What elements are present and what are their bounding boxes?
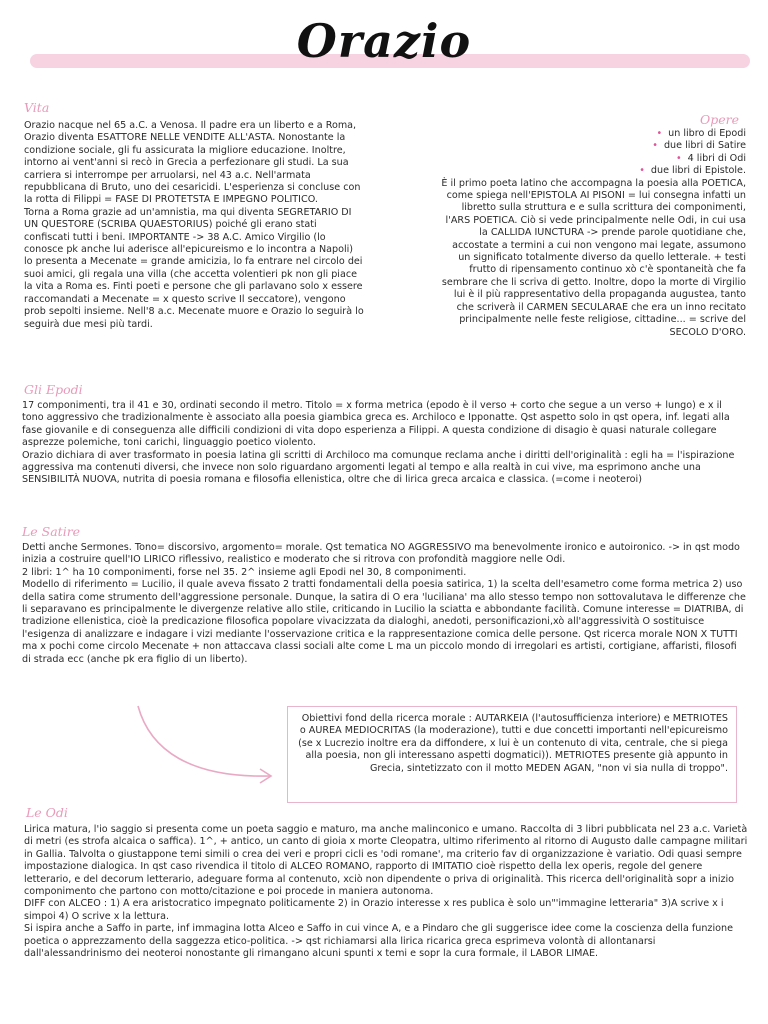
opere-list: [440, 128, 746, 178]
heading-opere: Opere: [700, 112, 740, 127]
opere-text: È il primo poeta latino che accompagna la poesia alla POETICA, come spiega nell'EPISTOLA AI PISONI = lui consegna infatti un libretto sulla struttura e e sulla scrittura dei componimenti, l'ARS POETICA. Ciò si vede principalmente nelle Odi, in cui usa la CALLIDA IUNCTURA -> prende parole quotidiane che, accostate a termini a cui non vengono mai legate, assumono un significato totalmente diverso da quello letterale. + testi frutto di ripensamento continuo xò c'è spontaneità che fa sembrare che li scriva di getto. Inoltre, dopo la morte di Virgilio lui è il più rappresentativo della propaganda augustea, tanto che scriverà il CARMEN SECULARAE che era un inno recitato principalmente nelle feste religiose, cittadine... = scrive del SECOLO D'ORO.: [441, 177, 746, 338]
vita-paragraph-2: Torna a Roma grazie ad un'amnistia, ma qui diventa SEGRETARIO DI UN QUESTORE (SCRIBA QUAESTORIUS) poiché gli erano stati confiscati tutti i beni. IMPORTANTE -> 38 A.C. Amico Virgilio (lo conosce pk anche lui aderisce all'epicureismo e lo incontra a Napoli) lo presenta a Mecenate = grande amicizia, lo fa entrare nel circolo dei suoi amici, gli regala una villa (che accetta volentieri pk non gli piace la vita a Roma es. Finti poeti e persone che gli parlavano solo x essere raccomandati a Mecenate = x questo scrive Il seccatore), vengono prob sepolti insieme. Nell'8 a.c. Mecenate muore e Orazio lo seguirà lo seguirà due mesi più tardi.: [24, 206, 364, 330]
curved-arrow-icon: [130, 700, 280, 790]
opere-section: [440, 128, 746, 339]
vita-paragraph-1: Orazio nacque nel 65 a.C. a Venosa. Il padre era un liberto e a Roma, Orazio diventa ESATTORE NELLE VENDITE ALL'ASTA. Nonostante la condizione sociale, gli fu assicurata la migliore educazione. Inoltre, intorno ai vent'anni si recò in Grecia a perfezionare gli studi. La sua carriera si interrompe per arruolarsi, nel 43 a.c. Nell'armata repubblicana di Bruto, uno dei cesaricidi. L'esperienza si concluse con la rotta di Filippi = FASE DI PROTETSTA E IMPEGNO POLITICO.: [24, 120, 361, 206]
odi-paragraph-2: DIFF con ALCEO : 1) A era aristocratico impegnato politicamente 2) in Orazio interesse x res publica è solo un"'immagine letteraria" 3)A scrive x i simpoi 4) O scrive x la lettura.: [24, 898, 724, 922]
satire-section: [22, 542, 746, 666]
heading-satire: Le Satire: [22, 524, 81, 539]
heading-vita: Vita: [24, 100, 50, 115]
heading-odi: Le Odi: [26, 805, 68, 820]
heading-epodi: Gli Epodi: [24, 382, 83, 397]
satire-paragraph-1: Detti anche Sermones. Tono= discorsivo, argomento= morale. Qst tematica NO AGGRESSIVO ma benevolmente ironico e autoironico. -> in qst modo inizia a costruire quell'IO LIRICO riflessivo, realistico e moderato che si ritrova con profondità maggiore nelle Odi.: [22, 542, 740, 566]
odi-paragraph-3: Si ispira anche a Saffo in parte, inf immagina lotta Alceo e Saffo in cui vince A, e a Pindaro che gli suggerisce idee come la coscienza della funzione poetica o apprezzamento della saggezza etico-politica. -> qst richiamarsi alla lirica ricarica greca esprimeva volontà di allontanarsi dall'alessandrinismo dei neoteroi nonostante gli rimangano alcuni spunti x temi e sopr la cura formale, il LABOR LIMAE.: [24, 923, 733, 960]
opere-item-satire: • due libri di Satire: [440, 140, 746, 152]
odi-paragraph-1: Lirica matura, l'io saggio si presenta come un poeta saggio e maturo, ma anche malinconico e umano. Raccolta di 3 libri pubblicata nel 23 a.c. Varietà di metri (es strofa alcaica o saffica). 1^, + antico, un canto di gioia x morte Cleopatra, ultimo riferimento al ritorno di Augusto dalle campagne militari in Gallia. Talvolta o giustappone temi simili o crea dei veri e propri cicli es 'odi romane', ma criterio fav di organizzazione è variatio. Odi quasi sempre impostazione dialogica. In qst caso rivendica il titolo di ALCEO ROMANO, rapporto di IMITATIO cioè rispetto della lex operis, regole del genere letterario, e del decorum letterario, adeguare forma al contenuto, xciò non dipendente o priva di originalità. This ricerca dell'originalità sopr a inizio componimento che partono con motto/citazione e poi procede in maniera autonoma.: [24, 824, 748, 898]
epodi-paragraph-1: 17 componimenti, tra il 41 e 30, ordinati secondo il metro. Titolo = x forma metrica (epodo è il verso + corto che segue a un verso + lungo) e x il tono aggressivo che tradizionalmente è associato alla poesia giambica greca es. Archiloco e Ipponatte. Qst aspetto solo in qst opera, inf. legati alla fase giovanile e di conseguenza alle difficili condizioni di vita dopo esperienza a Filippi. A questa condizione di disagio è quasi naturale collegare asprezze polemiche, toni carichi, linguaggio poetico violento.: [22, 400, 730, 449]
epodi-paragraph-2: Orazio dichiara di aver trasformato in poesia latina gli scritti di Archiloco ma comunque reclama anche i diritti dell'originalità : egli ha = l'ispirazione aggressiva ma contenuti diversi, che invece non solo riguardano argomenti legati al tempo e alla realtà in cui vive, ma esprimono anche una SENSIBILITÀ NUOVA, nutrita di poesia romana e filosofia ellenistica, oltre che di lirica greca arcaica e classica. (=come i neoteroi): [22, 449, 735, 486]
opere-item-epodi: • un libro di Epodi: [440, 128, 746, 140]
epodi-section: [22, 400, 746, 487]
opere-item-epistole: • due libri di Epistole.: [440, 165, 746, 177]
obiettivi-box: [287, 706, 737, 803]
satire-paragraph-3: Modello di riferimento = Lucilio, il quale aveva fissato 2 tratti fondamentali della poesia satirica, 1) la scelta dell'esametro come forma metrica 2) uso della satira come strumento dell'aggressione personale. Dunque, la satira di O era 'luciliana' ma allo stesso tempo non sottovalutava le differenze che li separavano es principalmente le divergenze relative allo stile, criticando in Lucilio la sciatta e abbondante facilità. Comune interesse = DIATRIBA, di tradizione ellenistica, cioè la predicazione filosofica popolare vivacizzata da dialoghi, anedoti, personificazioni,xò all'aggressività O sostituisce l'esigenza di analizzare e indagare i vizi mediante l'osservazione critica e la rappresentazione comica delle persone. Qst ricerca morale NON X TUTTI ma x pochi come circolo Mecenate + non attaccava classi sociali alte come L ma un piccolo mondo di irregolari es artisti, cortigiane, affaristi, filosofi di strada ecc (anche pk era figlio di un liberto).: [22, 579, 746, 665]
satire-paragraph-2: 2 libri: 1^ ha 10 componimenti, forse nel 35. 2^ insieme agli Epodi nel 30, 8 componimenti.: [22, 566, 467, 578]
page-title: Orazio: [296, 14, 472, 68]
obiettivi-text: Obiettivi fond della ricerca morale : AUTARKEIA (l'autosufficienza interiore) e METRIOTES o AUREA MEDIOCRITAS (la moderazione), tutti e due concetti importanti nell'epicureismo (se x Lucrezio inoltre era da diffondere, x lui è un contenuto di vita, centrale, che si piega alla poesia, non gli interessano aspetti dogmatici)). METRIOTES presente già appunto in Grecia, sintetizzato con il motto MEDEN AGAN, "non vi sia nulla di troppo".: [298, 713, 728, 774]
odi-section: [24, 824, 748, 960]
vita-section: [24, 120, 364, 331]
opere-item-odi: • 4 libri di Odi: [440, 153, 746, 165]
